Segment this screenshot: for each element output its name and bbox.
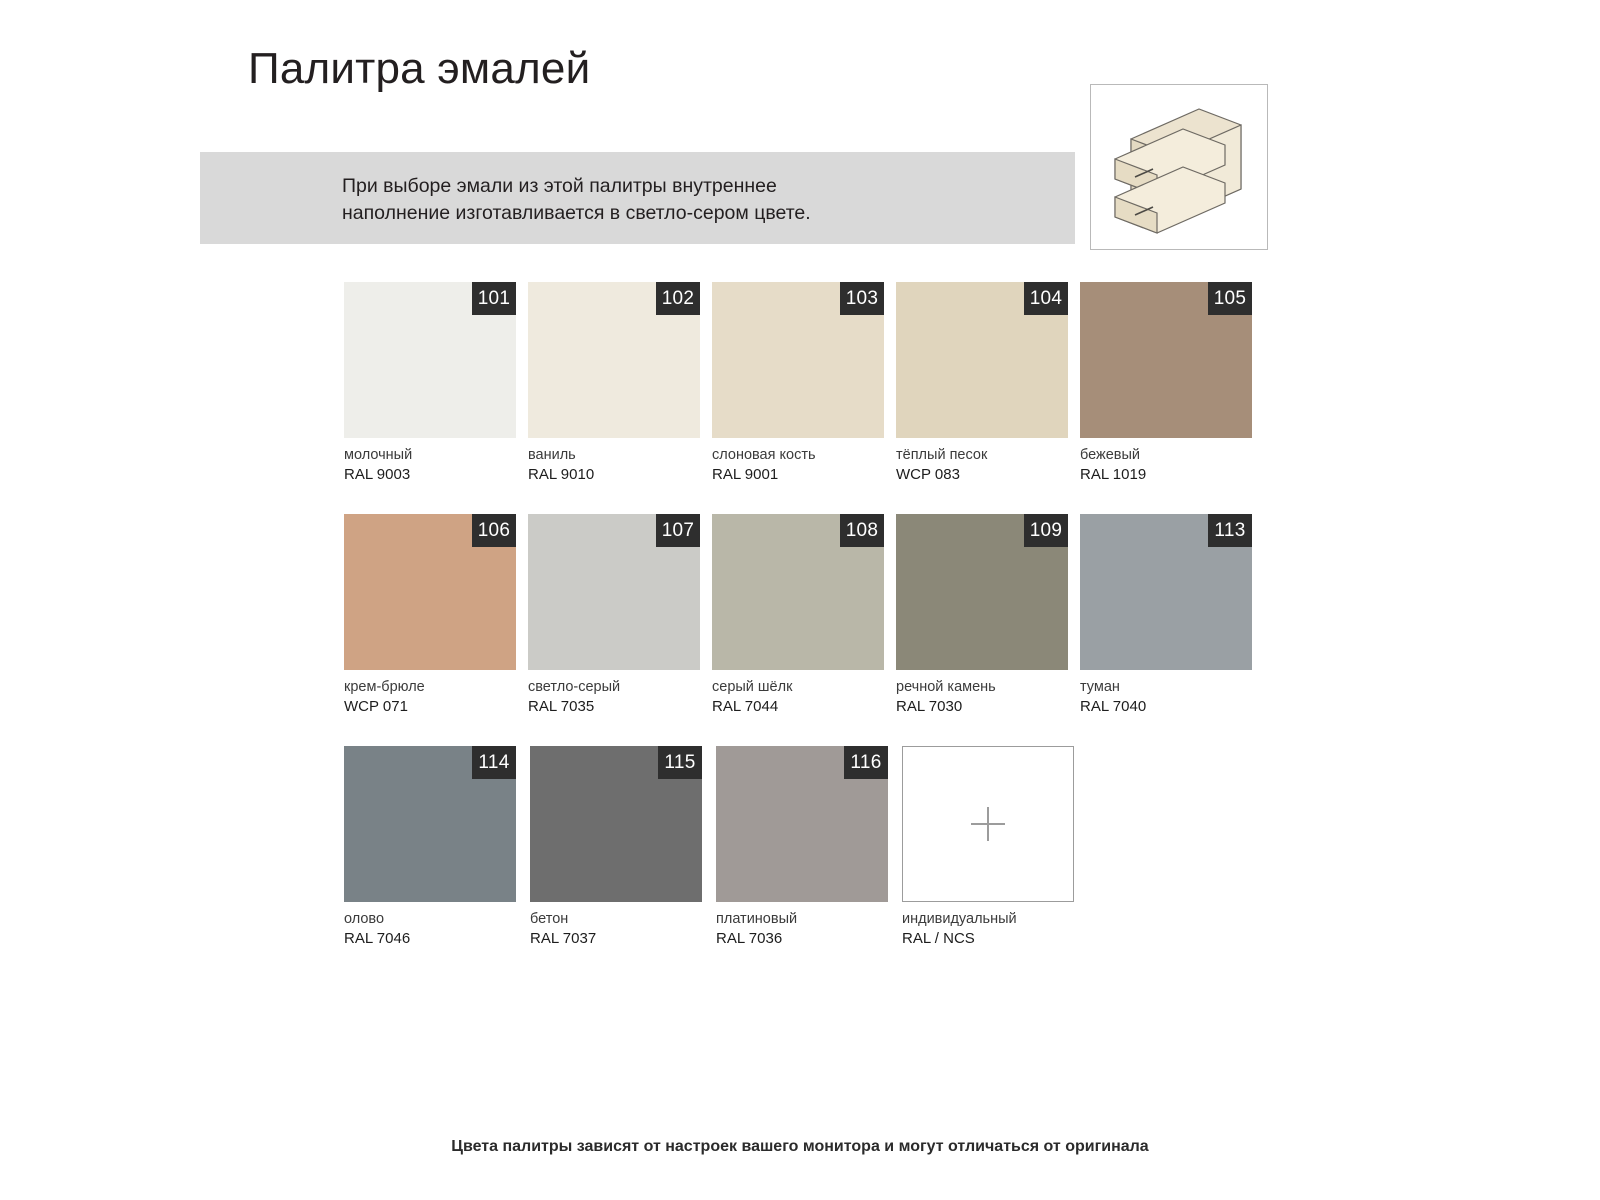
custom-color-swatch[interactable] (902, 746, 1074, 902)
swatch-ral: RAL 9003 (344, 466, 411, 483)
swatch-item[interactable] (896, 514, 1080, 717)
palette-grid (344, 282, 1264, 978)
swatch-name: ваниль (528, 447, 576, 463)
swatch-ral: RAL 7044 (712, 698, 779, 715)
swatch-code-badge: 104 (1024, 282, 1068, 315)
swatch-name: олово (344, 911, 385, 927)
plus-icon (971, 807, 1005, 841)
swatch-labels (902, 910, 1082, 949)
swatch-labels (1080, 678, 1260, 717)
swatch-code-badge: 105 (1208, 282, 1252, 315)
swatch-ral: RAL 1019 (1080, 466, 1147, 483)
swatch-item[interactable] (1080, 514, 1264, 717)
swatch-name: тёплый песок (896, 447, 988, 463)
swatch-name: бетон (530, 911, 569, 927)
swatch-name: серый шёлк (712, 679, 793, 695)
palette-row (344, 282, 1264, 485)
swatch-wrap[interactable] (1080, 514, 1252, 670)
swatch-ral: RAL 9001 (712, 466, 779, 483)
swatch-item-custom[interactable] (902, 746, 1088, 949)
swatch-name: молочный (344, 447, 413, 463)
footer-disclaimer: Цвета палитры зависят от настроек вашего монитора и могут отличаться от оригинала (451, 1138, 1149, 1155)
swatch-labels (344, 910, 524, 949)
swatch-item[interactable] (528, 282, 712, 485)
swatch-code-badge: 115 (658, 746, 702, 779)
note-line-1: При выборе эмали из этой палитры внутреннее (342, 175, 777, 197)
page-title: Палитра эмалей (248, 44, 591, 93)
swatch-name: бежевый (1080, 447, 1141, 463)
swatch-name: речной камень (896, 679, 996, 695)
palette-row (344, 746, 1264, 949)
swatch-item[interactable] (344, 514, 528, 717)
palette-row (344, 514, 1264, 717)
swatch-ral: RAL 7040 (1080, 698, 1147, 715)
swatch-ral: WCP 071 (344, 698, 408, 715)
swatch-wrap[interactable] (712, 282, 884, 438)
swatch-labels (896, 678, 1076, 717)
swatch-item[interactable] (1080, 282, 1264, 485)
swatch-wrap[interactable] (712, 514, 884, 670)
swatch-wrap[interactable] (344, 746, 516, 902)
swatch-ral: RAL / NCS (902, 930, 975, 947)
swatch-code-badge: 113 (1208, 514, 1252, 547)
note-line-2: наполнение изготавливается в светло-сером цвете. (342, 202, 811, 224)
note-text (342, 173, 1042, 227)
swatch-item[interactable] (530, 746, 716, 949)
swatch-wrap[interactable] (344, 282, 516, 438)
swatch-code-badge: 102 (656, 282, 700, 315)
swatch-labels (344, 678, 524, 717)
swatch-item[interactable] (712, 514, 896, 717)
swatch-code-badge: 106 (472, 514, 516, 547)
swatch-item[interactable] (344, 282, 528, 485)
swatch-wrap[interactable] (528, 282, 700, 438)
swatch-code-badge: 116 (844, 746, 888, 779)
swatch-name: крем-брюле (344, 679, 425, 695)
swatch-item[interactable] (712, 282, 896, 485)
swatch-name: индивидуальный (902, 911, 1017, 927)
swatch-ral: RAL 7035 (528, 698, 595, 715)
swatch-wrap[interactable] (1080, 282, 1252, 438)
swatch-item[interactable] (344, 746, 530, 949)
swatch-code-badge: 103 (840, 282, 884, 315)
swatch-ral: RAL 7037 (530, 930, 597, 947)
swatch-ral: RAL 7046 (344, 930, 411, 947)
swatch-labels (1080, 446, 1260, 485)
swatch-labels (528, 678, 708, 717)
swatch-labels (528, 446, 708, 485)
drawer-cabinet-icon (1091, 85, 1267, 249)
swatch-code-badge: 101 (472, 282, 516, 315)
swatch-item[interactable] (896, 282, 1080, 485)
swatch-code-badge: 107 (656, 514, 700, 547)
swatch-labels (716, 910, 896, 949)
swatch-labels (712, 446, 892, 485)
drawer-illustration-box (1090, 84, 1268, 250)
swatch-code-badge: 109 (1024, 514, 1068, 547)
swatch-name: светло-серый (528, 679, 621, 695)
swatch-item[interactable] (716, 746, 902, 949)
swatch-labels (712, 678, 892, 717)
swatch-name: платиновый (716, 911, 798, 927)
swatch-wrap[interactable] (902, 746, 1074, 902)
swatch-item[interactable] (528, 514, 712, 717)
swatch-ral: RAL 9010 (528, 466, 595, 483)
swatch-wrap[interactable] (528, 514, 700, 670)
swatch-wrap[interactable] (530, 746, 702, 902)
swatch-code-badge: 114 (472, 746, 516, 779)
swatch-ral: RAL 7030 (896, 698, 963, 715)
swatch-wrap[interactable] (344, 514, 516, 670)
swatch-name: туман (1080, 679, 1120, 695)
swatch-code-badge: 108 (840, 514, 884, 547)
swatch-labels (344, 446, 524, 485)
swatch-labels (896, 446, 1076, 485)
swatch-ral: RAL 7036 (716, 930, 783, 947)
swatch-labels (530, 910, 710, 949)
swatch-name: слоновая кость (712, 447, 816, 463)
swatch-wrap[interactable] (716, 746, 888, 902)
swatch-ral: WCP 083 (896, 466, 960, 483)
swatch-wrap[interactable] (896, 514, 1068, 670)
swatch-wrap[interactable] (896, 282, 1068, 438)
